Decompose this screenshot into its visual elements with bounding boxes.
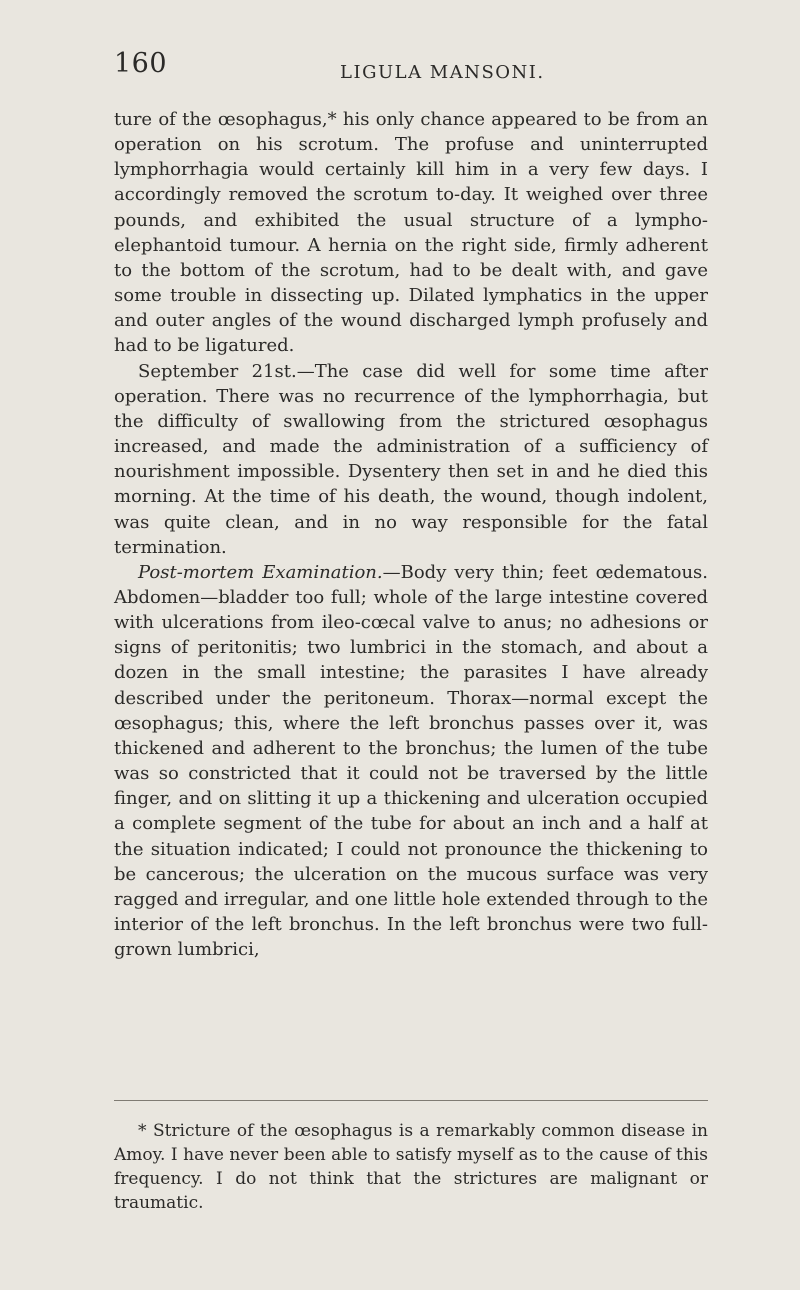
running-head: LIGULA MANSONI. <box>340 62 545 83</box>
page-header <box>0 42 800 82</box>
paragraph-1: ture of the œsophagus,* his only chance appeared to be from an operation on his scrotum. The profuse and uninterrupted lymphorrhagia would certainly kill him in a very few days. I accordingly removed the scrotum to-day. It weighed over three pounds, and exhibited the usual structure of a lympho-elephantoid tumour. A hernia on the right side, firmly adherent to the bottom of the scrotum, had to be dealt with, and gave some trouble in dissecting up. Dilated lymphatics in the upper and outer angles of the wound discharged lymph profusely and had to be ligatured. <box>114 109 708 357</box>
footnote <box>114 1119 708 1215</box>
post-mortem-heading: Post-mortem Examination. <box>138 561 383 583</box>
footnote-text: * Stricture of the œsophagus is a remarkably common disease in Amoy. I have never been able to satisfy myself as to the cause of this frequency. I do not think that the strictures are malignant or traumatic. <box>114 1121 708 1213</box>
paragraph-2: September 21st.—The case did well for some time after operation. There was no recurrence of the lymphorrhagia, but the difficulty of swallowing from the strictured œsophagus increased, and made the administration of a sufficiency of nourishment impossible. Dysentery then set in and he died this morning. At the time of his death, the wound, though indolent, was quite clean, and in no way responsible for the fatal termination. <box>114 360 708 558</box>
paragraph-3 <box>114 560 708 963</box>
paragraph-3-text: —Body very thin; feet œdematous. Abdomen—bladder too full; whole of the large intestine covered with ulcerations from ileo-cœcal valve to anus; no adhesions or signs of peritonitis; two lumbrici in the stomach, and about a dozen in the small intestine; the parasites I have already described under the peritoneum. Thorax—normal except the œsophagus; this, where the left bronchus passes over it, was thickened and adherent to the bronchus; the lumen of the tube was so constricted that it could not be traversed by the little finger, and on slitting it up a thickening and ulceration occupied a complete segment of the tube for about an inch and a half at the situation indicated; I could not pronounce the thickening to be cancerous; the ulceration on the mucous surface was very ragged and irregular, and one little hole extended through to the interior of the left bronchus. In the left bronchus were two full-grown lumbrici, <box>114 561 708 961</box>
main-text <box>114 107 708 962</box>
footnote-rule <box>114 1100 708 1101</box>
page-number: 160 <box>114 48 168 79</box>
